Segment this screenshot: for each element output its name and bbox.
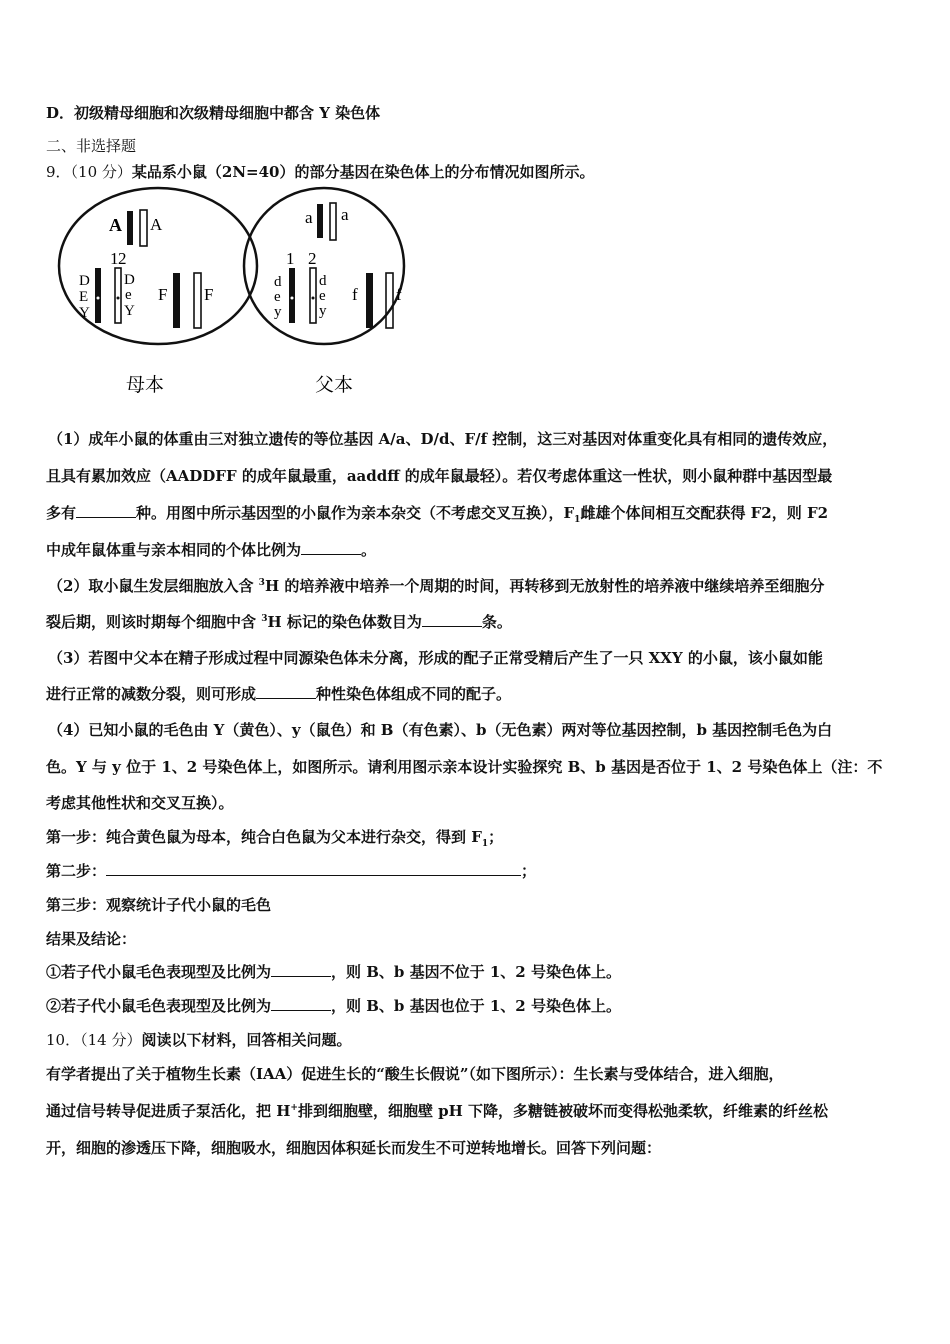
gene-y-left: y — [274, 304, 282, 320]
gene-e-left: e — [274, 289, 281, 305]
step2: 第二步： ； — [46, 862, 537, 880]
answer-blank — [271, 962, 331, 977]
question-9-stem: 9．（10 分）某品系小鼠（2N=40）的部分基因在染色体上的分布情况如图所示。 — [46, 163, 595, 181]
gene-a-right: a — [341, 205, 349, 224]
material-line3: 开，细胞的渗透压下降，细胞吸水，细胞因体积延长而发生不可逆转地增长。回答下列问题： — [46, 1139, 662, 1157]
gene-d-right: d — [319, 273, 327, 289]
gene-F-left: F — [158, 285, 168, 304]
gene-A-right: A — [150, 215, 163, 234]
chromosome-f-black — [366, 273, 373, 328]
answer-blank — [106, 861, 521, 876]
gene-Y-right: Y — [124, 303, 135, 319]
results-heading: 结果及结论： — [46, 930, 137, 948]
step3: 第三步：观察统计子代小鼠的毛色 — [46, 896, 272, 914]
mother-cell — [59, 188, 257, 396]
answer-blank — [271, 996, 331, 1011]
gene-D-left: D — [79, 273, 90, 289]
gene-e-right: e — [125, 287, 132, 303]
question-10-stem: 10．（14 分）阅读以下材料，回答相关问题。 — [46, 1031, 352, 1049]
part1-line3: 多有 种。用图中所示基因型的小鼠作为亲本杂交（不考虑交叉互换），$F_1$雌雄个体间相互交配获得 F2，则 F2 — [46, 504, 829, 525]
answer-blank — [256, 684, 316, 699]
part1-line2: 且具有累加效应（AADDFF 的成年鼠最重，aaddff 的成年鼠最轻）。若仅考虑体重这一性状，则小鼠种群中基因型最 — [46, 467, 833, 485]
result-1: ①若子代小鼠毛色表现型及比例为 ，则 B、b 基因不位于 1、2 号染色体上。 — [46, 963, 621, 981]
father-label: 父本 — [315, 374, 354, 396]
answer-blank — [76, 503, 136, 518]
chromosome-F-black — [173, 273, 180, 328]
material-line2: 通过信号转导促进质子泵活化，把 H+排到细胞壁，细胞壁 pH 下降，多糖链被破坏而变得松弛柔软，纤维素的纤丝松 — [46, 1102, 829, 1120]
chromosome-number-2: 2 — [118, 249, 127, 268]
part3-line2: 进行正常的减数分裂，则可形成 种性染色体组成不同的配子。 — [46, 685, 512, 703]
part2-line1: （2）取小鼠生发层细胞放入含 $^3$H 的培养液中培养一个周期的时间，再转移到无放射性的培养液中继续培养至细胞分 — [48, 577, 825, 595]
part2-line2: 裂后期，则该时期每个细胞中含 $^3$H 标记的染色体数目为 条。 — [46, 613, 512, 631]
part4-line2: 色。Y 与 y 位于 1、2 号染色体上，如图所示。请利用图示亲本设计实验探究 B、b 基因是否位于 1、2 号染色体上（注：不 — [46, 758, 883, 776]
chromosome-1-father — [289, 268, 295, 323]
chromosome-a-black — [317, 204, 323, 238]
answer-blank — [422, 612, 482, 627]
chromosome-2-mother — [115, 268, 121, 323]
part4-line3: 考虑其他性状和交叉互换）。 — [46, 794, 234, 812]
chromosome-a-white — [330, 203, 336, 240]
section-heading: 二、非选择题 — [46, 137, 137, 155]
chromosome-A-black — [127, 211, 133, 245]
gene-y-right: y — [319, 303, 327, 319]
gene-Y-left: Y — [79, 305, 90, 321]
part1-line4: 中成年鼠体重与亲本相同的个体比例为 。 — [46, 541, 377, 559]
material-line1: 有学者提出了关于植物生长素（IAA）促进生长的“酸生长假说”（如下图所示）：生长素与受体结合，进入细胞， — [46, 1065, 784, 1083]
father-cell — [244, 188, 404, 396]
gene-e-right2: e — [319, 288, 326, 304]
option-d: D．初级精母细胞和次级精母细胞中都含 Y 染色体 — [46, 104, 381, 122]
gene-a-left: a — [305, 208, 313, 227]
chromosome-1-mother — [95, 268, 101, 323]
chromosome-number-1: 1 — [110, 249, 119, 268]
mother-label: 母本 — [126, 374, 165, 396]
answer-blank — [301, 540, 361, 555]
gene-E-left: E — [79, 289, 89, 305]
chromosome-figure — [52, 188, 402, 403]
part1-line1: （1）成年小鼠的体重由三对独立遗传的等位基因 A/a、D/d、F/f 控制，这三对基因对体重变化具有相同的遗传效应， — [48, 430, 838, 448]
part4-line1: （4）已知小鼠的毛色由 Y（黄色）、y（鼠色）和 B（有色素）、b（无色素）两对等位基因控制，b 基因控制毛色为白 — [48, 721, 833, 739]
gene-f-left: f — [352, 285, 358, 304]
chromosome-F-white — [194, 273, 201, 328]
gene-f-right: f — [396, 285, 402, 304]
result-2: ②若子代小鼠毛色表现型及比例为 ，则 B、b 基因也位于 1、2 号染色体上。 — [46, 997, 621, 1015]
gene-A-left: A — [109, 215, 122, 235]
step1: 第一步：纯合黄色鼠为母本，纯合白色鼠为父本进行杂交，得到 $F_1$； — [46, 828, 504, 849]
gene-D-right: D — [124, 272, 135, 288]
father-chromosome-number-1: 1 — [286, 249, 295, 268]
gene-d-left: d — [274, 274, 282, 290]
part3-line1: （3）若图中父本在精子形成过程中同源染色体未分离，形成的配子正常受精后产生了一只 XXY 的小鼠，该小鼠如能 — [48, 649, 823, 667]
gene-F-right: F — [204, 285, 214, 304]
chromosome-A-white — [140, 210, 147, 246]
father-chromosome-number-2: 2 — [308, 249, 317, 268]
chromosome-f-white — [386, 273, 393, 328]
chromosome-2-father — [310, 268, 316, 323]
